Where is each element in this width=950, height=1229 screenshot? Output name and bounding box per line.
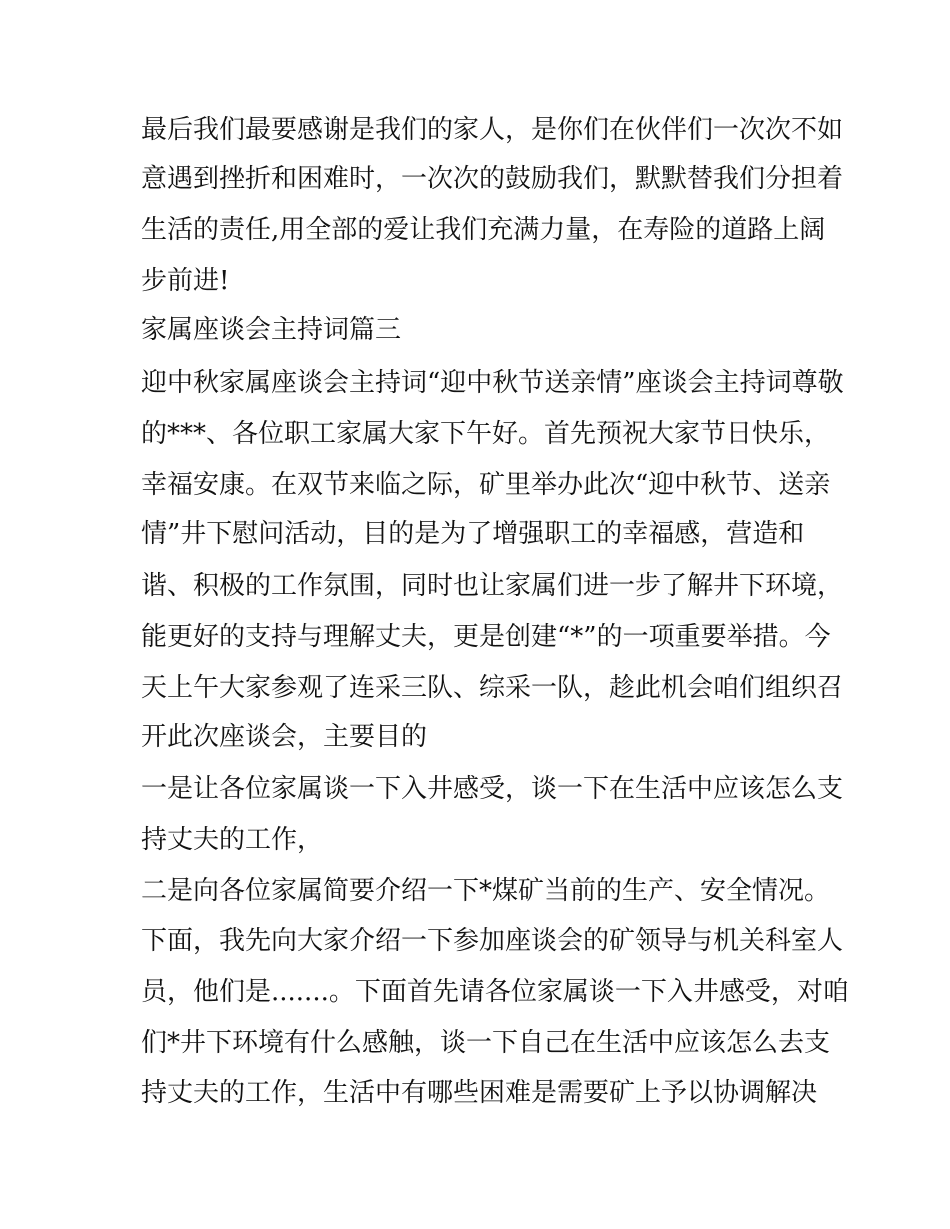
text-line: 二是向各位家属简要介绍一下*煤矿当前的生产、安全情况。 — [141, 876, 831, 906]
text-line: 一是让各位家属谈一下入井感受，谈一下在生活中应该怎么支 — [141, 774, 844, 804]
text-line: 们*井下环境有什么感触，谈一下自己在生活中应该怎么去支 — [141, 1028, 831, 1058]
text-line: 幸福安康。在双节来临之际，矿里举办此次“迎中秋节、送亲 — [141, 470, 831, 500]
text-line: 谐、积极的工作氛围，同时也让家属们进一步了解井下环境， — [141, 571, 844, 601]
section-heading: 家属座谈会主持词篇三 — [141, 315, 402, 345]
text-line: 员，他们是.......。下面首先请各位家属谈一下入井感受，对咱 — [141, 977, 849, 1007]
text-line: 下面，我先向大家介绍一下参加座谈会的矿领导与机关科室人 — [141, 926, 844, 956]
text-line: 开此次座谈会，主要目的 — [141, 722, 428, 752]
text-line: 持丈夫的工作，生活中有哪些困难是需要矿上予以协调解决 — [141, 1078, 818, 1108]
text-line: 步前进! — [141, 266, 230, 296]
text-line: 天上午大家参观了连采三队、综采一队，趁此机会咱们组织召 — [141, 673, 844, 703]
text-line: 最后我们最要感谢是我们的家人，是你们在伙伴们一次次不如 — [141, 115, 844, 145]
text-line: 能更好的支持与理解丈夫，更是创建“*”的一项重要举措。今 — [141, 622, 831, 652]
text-line: 持丈夫的工作， — [141, 825, 324, 855]
text-line: 情”井下慰问活动，目的是为了增强职工的幸福感，营造和 — [141, 519, 805, 549]
text-line: 生活的责任,用全部的爱让我们充满力量，在寿险的道路上阔 — [141, 215, 826, 245]
text-line: 迎中秋家属座谈会主持词“迎中秋节送亲情”座谈会主持词尊敬 — [141, 368, 844, 398]
text-line: 意遇到挫折和困难时，一次次的鼓励我们，默默替我们分担着 — [141, 164, 844, 194]
text-line: 的***、各位职工家属大家下午好。首先预祝大家节日快乐， — [141, 419, 831, 449]
